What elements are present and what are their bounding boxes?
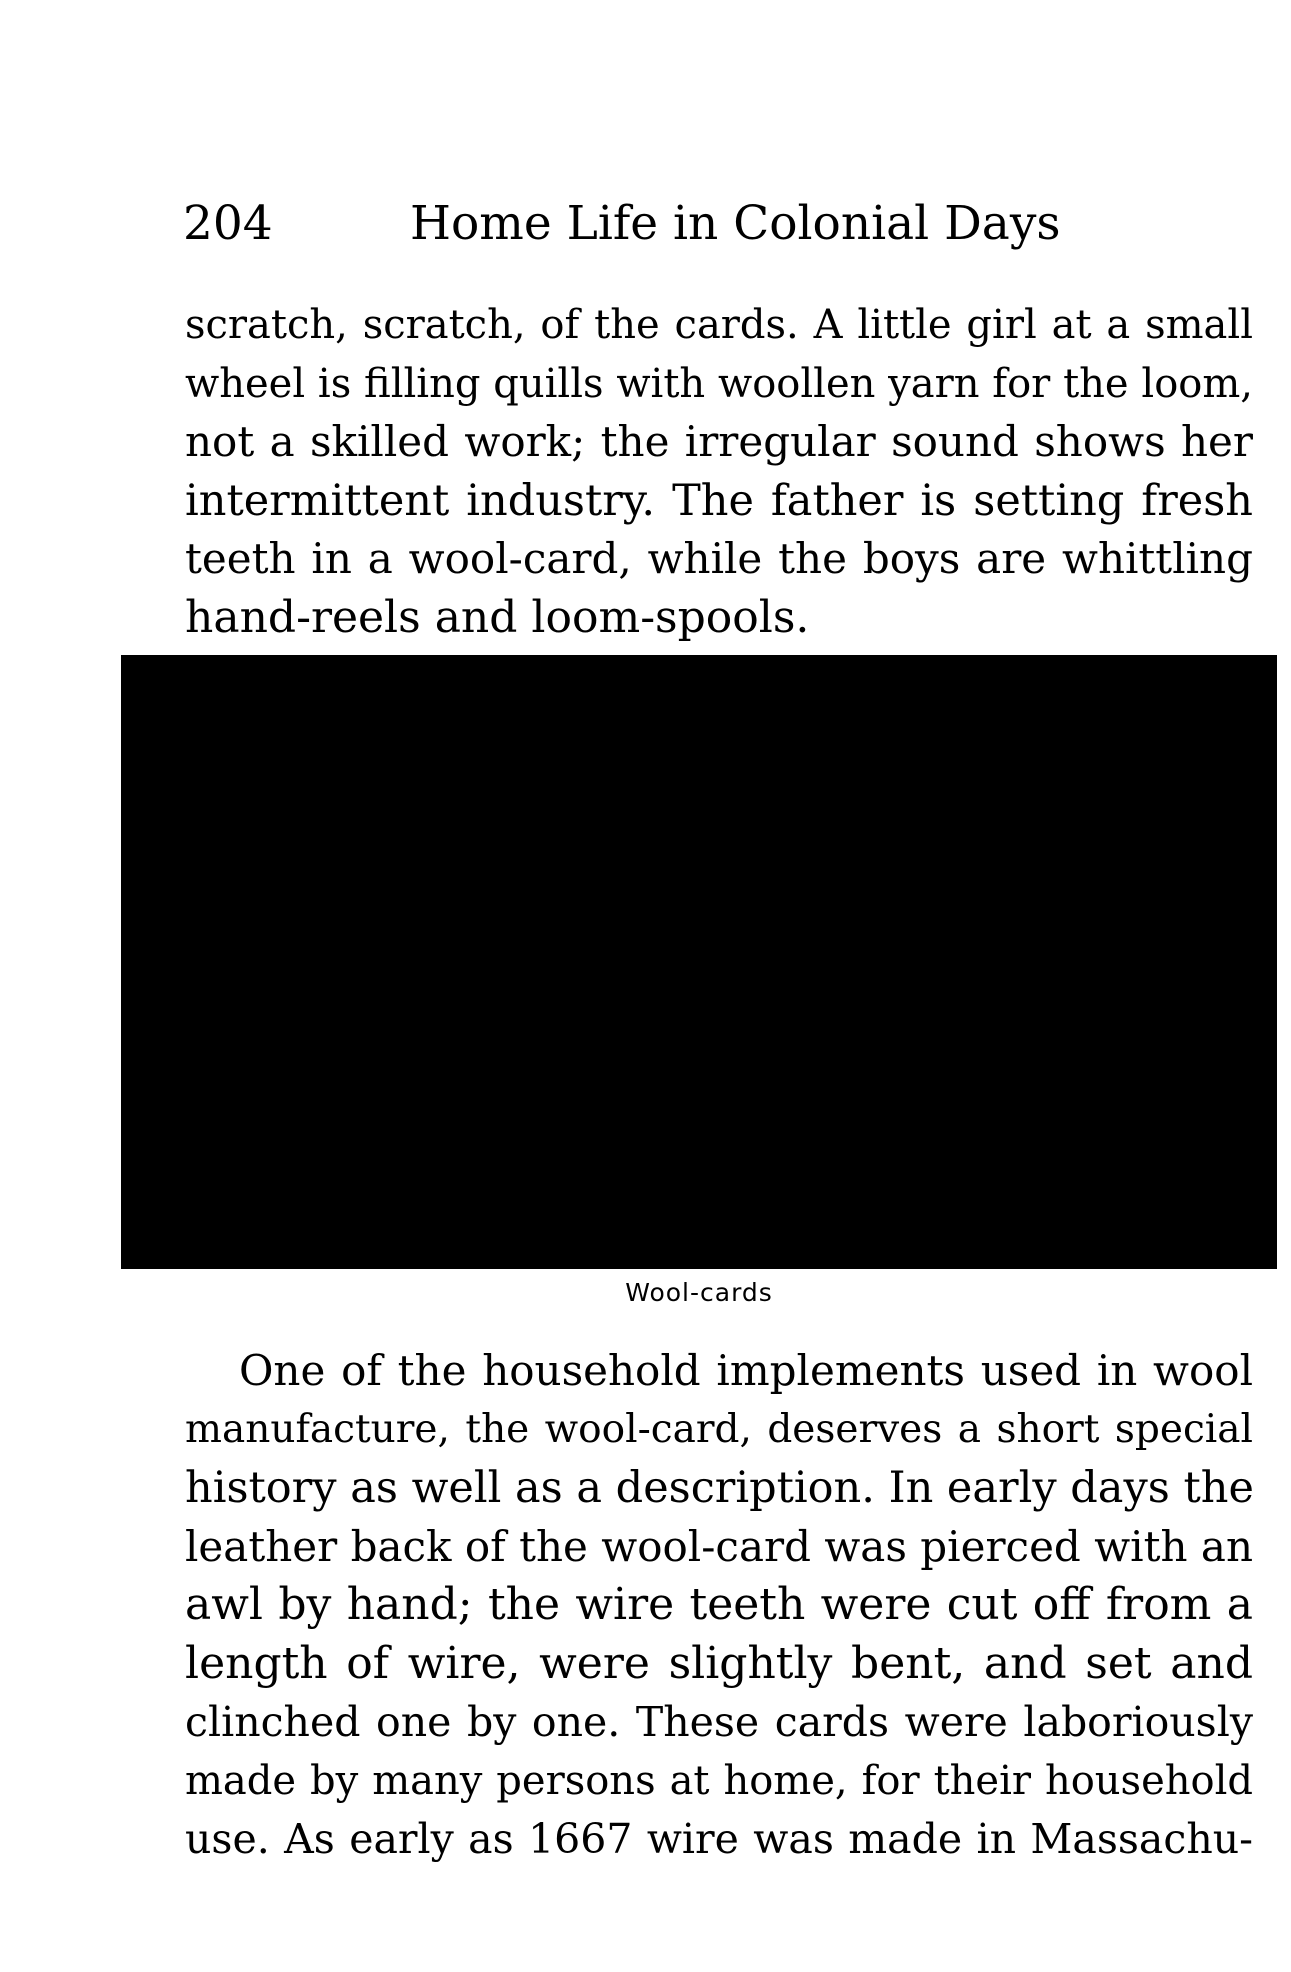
wool-cards-illustration — [121, 655, 1277, 1269]
text-line: manufacture, the wool-card, deserves a short special — [185, 1406, 1253, 1452]
text-line: wheel is filling quills with woollen yarn for the loom, — [185, 360, 1253, 407]
paragraph-continued — [185, 296, 1253, 647]
text-line: made by many persons at home, for their household — [185, 1757, 1253, 1804]
text-line: length of wire, were slightly bent, and set and — [185, 1637, 1253, 1689]
paragraph-wool-card — [185, 1342, 1253, 1869]
text-line: awl by hand; the wire teeth were cut off from a — [185, 1579, 1253, 1630]
text-line: One of the household implements used in wool — [239, 1346, 1253, 1395]
text-line: clinched one by one. These cards were laboriously — [185, 1698, 1253, 1746]
running-title: Home Life in Colonial Days — [410, 196, 1061, 251]
text-line: not a skilled work; the irregular sound shows her — [185, 417, 1253, 466]
page-number: 204 — [183, 196, 273, 251]
text-line: teeth in a wool-card, while the boys are whittling — [185, 534, 1253, 583]
text-line: use. As early as 1667 wire was made in Massachu- — [185, 1815, 1253, 1863]
text-line: scratch, scratch, of the cards. A little girl at a small — [185, 302, 1253, 348]
text-line: leather back of the wool-card was pierced with an — [185, 1521, 1253, 1571]
figure-caption: Wool-cards — [625, 1278, 773, 1307]
running-head — [183, 194, 1061, 254]
text-line: intermittent industry. The father is setting fresh — [185, 475, 1253, 526]
text-line: history as well as a description. In early days the — [185, 1463, 1254, 1513]
text-line: hand-reels and loom-spools. — [185, 591, 810, 643]
